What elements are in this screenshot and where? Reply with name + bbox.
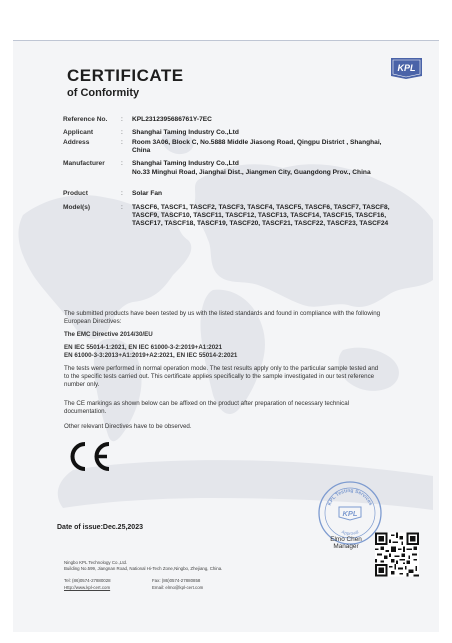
- footer-company: Ningbo KPL Technology Co.,Ltd.: [64, 560, 128, 565]
- signature-block: [326, 536, 366, 550]
- product-value: Solar Fan: [132, 190, 163, 197]
- stamp-outer-text: KPL Testing Services: [326, 487, 374, 507]
- colon: :: [121, 139, 123, 146]
- colon: :: [121, 129, 123, 136]
- directive-text: The EMC Directive 2014/30/EU: [64, 331, 153, 338]
- address-label: Address: [63, 139, 90, 146]
- stamp-bottom-text: Approval: [340, 529, 360, 537]
- signer-title: Manager: [333, 543, 359, 550]
- reference-label: Reference No.: [63, 116, 108, 123]
- ce-mark-icon: [65, 441, 113, 472]
- colon: :: [121, 190, 123, 197]
- issue-date: Date of issue:Dec.25,2023: [57, 524, 143, 531]
- colon: :: [121, 204, 123, 211]
- reference-value: KPL2312395686761Y-7EC: [132, 116, 212, 123]
- qr-code: [375, 532, 419, 577]
- applicant-value: Shanghai Taming Industry Co.,Ltd: [132, 129, 239, 136]
- tests-text: The tests were performed in normal operation mode. The test results apply only to the particular sample tested and to the specific tests carried out. This certificate applies specifically to the sample investigated in our test reference number only.: [64, 365, 379, 388]
- footer-fax: Fax: (86)0574-27880858: [152, 578, 201, 583]
- footer-address: Building No.599, Jiangnan Road, National Hi-Tech Zone,Ningbo, Zhejiang, China.: [64, 566, 223, 571]
- manufacturer-label: Manufacturer: [63, 160, 105, 167]
- colon: :: [121, 116, 123, 123]
- footer-email[interactable]: Email: elmo@kpl-cert.com: [152, 585, 204, 590]
- footer-web[interactable]: Http://www.kpl-cert.com: [64, 585, 111, 590]
- address-value: Room 3A06, Block C, No.5888 Middle Jiasong Road, Qingpu District , Shanghai, China: [132, 139, 382, 155]
- other-directives-text: Other relevant Directives have to be observed.: [64, 423, 192, 430]
- stamp-center-text: KPL: [342, 509, 358, 518]
- top-border: [13, 40, 439, 41]
- logo-text: KPL: [397, 63, 416, 73]
- models-label: Model(s): [63, 204, 91, 211]
- intro-text: The submitted products have been tested by us with the listed standards and found in compliance with the following European Directives:: [64, 310, 381, 325]
- certificate-subtitle: of Conformity: [67, 87, 140, 99]
- applicant-label: Applicant: [63, 129, 94, 136]
- ce-marking-text: The CE markings as shown below can be affixed on the product after preparation of necessary technical documentation.: [64, 400, 350, 415]
- signer-name: Elmo Chen: [330, 536, 362, 543]
- models-value: TASCF6, TASCF1, TASCF2, TASCF3, TASCF4, TASCF5, TASCF6, TASCF7, TASCF8, TASCF9, TASCF10, TASCF11, TASCF12, TASCF13, TASCF14, TASCF15, TASCF16, TASCF17, TASCF18, TASCF19, TASCF20, TASCF21, TASCF22, TASCF23, TASCF24: [132, 204, 390, 228]
- certificate-title: CERTIFICATE: [67, 66, 184, 85]
- standards-line-1: EN IEC 55014-1:2021, EN IEC 61000-3-2:2019+A1:2021: [64, 344, 223, 351]
- manufacturer-value: Shanghai Taming Industry Co.,Ltd: [132, 160, 239, 167]
- svg-text:KPL Testing Services: [327, 488, 374, 507]
- kpl-logo: [388, 56, 425, 80]
- colon: :: [121, 160, 123, 167]
- product-label: Product: [63, 190, 88, 197]
- footer-tel: Tel: (86)0574-27880028: [64, 578, 111, 583]
- manufacturer-address: No.33 Minghui Road, Jianghai Dist., Jiangmen City, Guangdong Prov., China: [132, 169, 371, 176]
- standards-line-2: EN 61000-3-3:2013+A1:2019+A2:2021, EN IEC 55014-2:2021: [64, 352, 238, 359]
